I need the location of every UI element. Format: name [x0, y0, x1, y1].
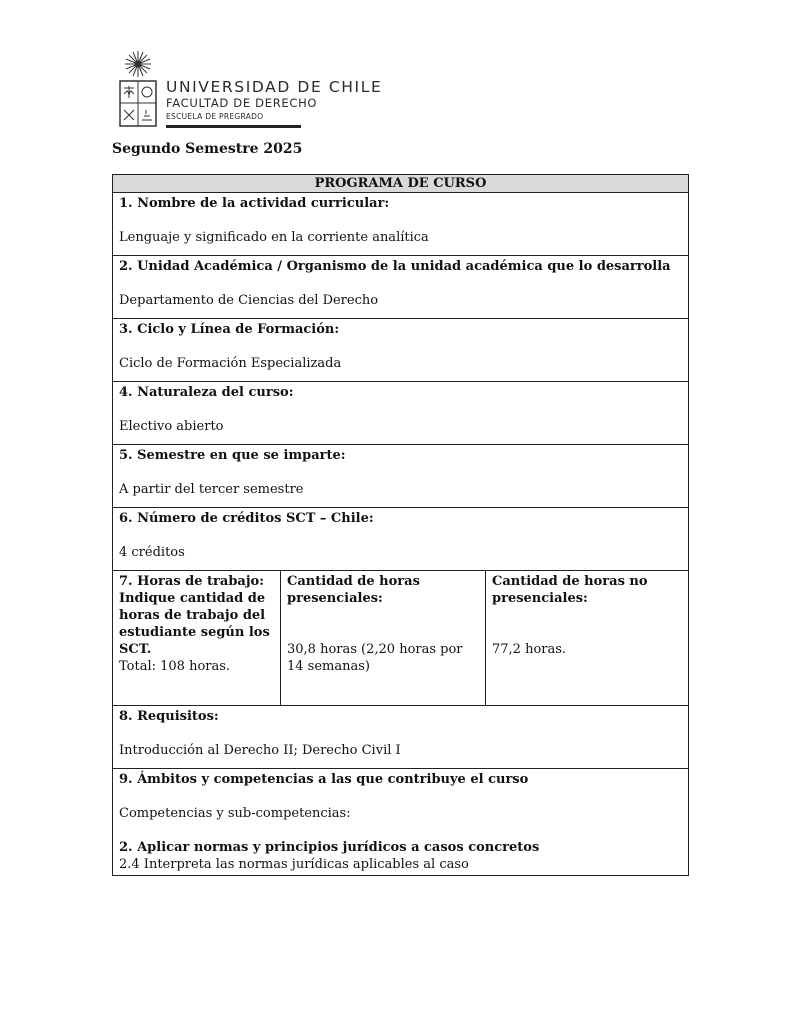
- program-title: PROGRAMA DE CURSO: [113, 175, 689, 193]
- work-hours-total: Total: 108 horas.: [119, 659, 231, 674]
- course-program-table: [112, 174, 689, 876]
- work-hours-label: 7. Horas de trabajo: Indique cantidad de horas de trabajo del estudiante según los SCT.: [119, 574, 270, 657]
- section-row: [113, 382, 689, 445]
- section-row: [113, 445, 689, 508]
- competencia-title: 2. Aplicar normas y principios jurídicos a casos concretos: [119, 840, 540, 855]
- university-name: UNIVERSIDAD DE CHILE: [166, 78, 383, 96]
- presencial-hours-label: Cantidad de horas presenciales:: [287, 574, 420, 606]
- non-presencial-hours-label: Cantidad de horas no presenciales:: [492, 574, 648, 606]
- presencial-hours-value: 30,8 horas (2,20 horas por 14 semanas): [287, 642, 463, 674]
- school-name: ESCUELA DE PREGRADO: [166, 112, 264, 121]
- section-value: Lenguaje y significado en la corriente analítica: [119, 230, 429, 245]
- section-row: [113, 319, 689, 382]
- ambitos-label: 9. Ámbitos y competencias a las que contribuye el curso: [119, 772, 529, 787]
- logo-underline: [166, 125, 301, 128]
- section-row: [113, 256, 689, 319]
- section-label: 2. Unidad Académica / Organismo de la unidad académica que lo desarrolla: [119, 259, 671, 274]
- faculty-name: FACULTAD DE DERECHO: [166, 96, 318, 110]
- semester-title: Segundo Semestre 2025: [112, 141, 303, 157]
- section-label: 1. Nombre de la actividad curricular:: [119, 196, 390, 211]
- section-value: Ciclo de Formación Especializada: [119, 356, 342, 371]
- work-hours-row: [113, 571, 689, 706]
- ambitos-row: [113, 769, 689, 876]
- section-label: 3. Ciclo y Línea de Formación:: [119, 322, 340, 337]
- requisitos-value: Introducción al Derecho II; Derecho Civil I: [119, 743, 401, 758]
- section-label: 5. Semestre en que se imparte:: [119, 448, 346, 463]
- subcompetencia-text: 2.4 Interpreta las normas jurídicas aplicables al caso: [119, 857, 469, 872]
- section-value: Departamento de Ciencias del Derecho: [119, 293, 379, 308]
- section-value: 4 créditos: [119, 545, 185, 560]
- section-value: A partir del tercer semestre: [119, 482, 304, 497]
- non-presencial-hours-value: 77,2 horas.: [492, 642, 567, 657]
- section-row: [113, 193, 689, 256]
- section-label: 4. Naturaleza del curso:: [119, 385, 294, 400]
- section-label: 6. Número de créditos SCT – Chile:: [119, 511, 374, 526]
- requisitos-label: 8. Requisitos:: [119, 709, 219, 724]
- section-row: [113, 508, 689, 571]
- section-value: Electivo abierto: [119, 419, 224, 434]
- requisitos-row: [113, 706, 689, 769]
- ambitos-value: Competencias y sub-competencias:: [119, 806, 351, 821]
